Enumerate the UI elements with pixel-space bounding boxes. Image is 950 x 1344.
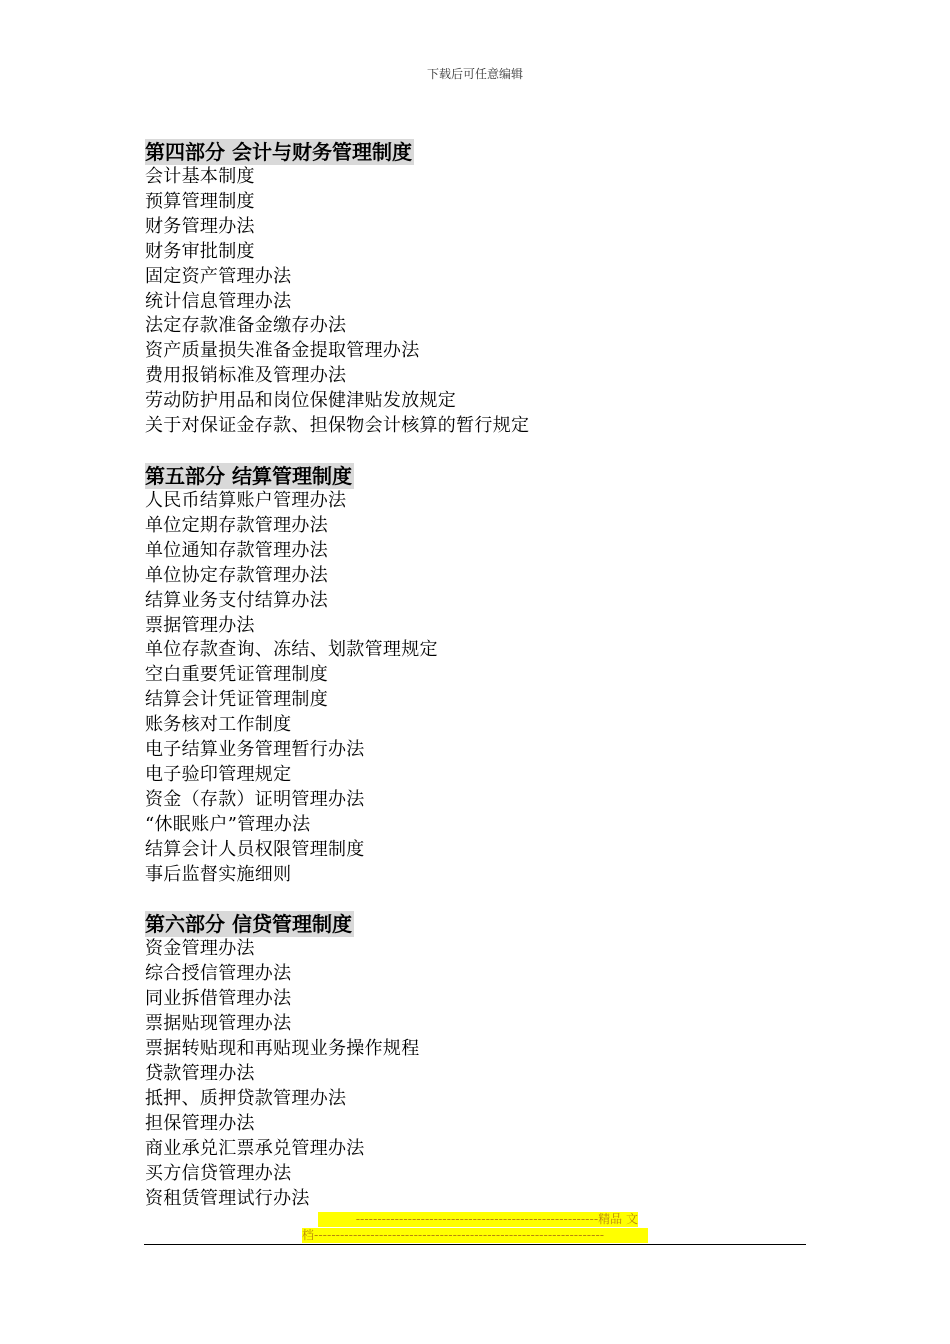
document-body — [145, 139, 845, 1235]
page-header-note: 下载后可任意编辑 — [426, 67, 523, 81]
footer-watermark-line-1: --------------------------------------------------------精品 文 — [318, 1212, 638, 1227]
section-heading: 第四部分 会计与财务管理制度 — [145, 140, 412, 164]
list-item: 固定资产管理办法 — [145, 265, 292, 287]
list-item: 电子结算业务管理暂行办法 — [145, 739, 365, 761]
list-item: 单位协定存款管理办法 — [145, 564, 328, 586]
list-item: 财务管理办法 — [145, 215, 255, 237]
section-accounting-finance — [145, 139, 845, 439]
list-item: 费用报销标准及管理办法 — [145, 365, 347, 387]
list-item: 买方信贷管理办法 — [145, 1162, 292, 1184]
list-item: 法定存款准备金缴存办法 — [145, 315, 347, 337]
footer-divider — [144, 1244, 806, 1245]
list-item: 票据管理办法 — [145, 614, 255, 636]
list-item: 人民币结算账户管理办法 — [145, 489, 347, 511]
list-item: 账务核对工作制度 — [145, 714, 292, 736]
list-item: “休眠账户”管理办法 — [145, 813, 311, 835]
list-item: 贷款管理办法 — [145, 1063, 255, 1084]
section-item-list — [145, 937, 845, 1211]
list-item: 同业拆借管理办法 — [145, 988, 292, 1010]
footer-watermark-line-2: 档------------------------------------------------------------------- — [302, 1228, 648, 1243]
list-item: 担保管理办法 — [145, 1112, 255, 1134]
list-item: 空白重要凭证管理制度 — [145, 664, 328, 686]
list-item: 单位存款查询、冻结、划款管理规定 — [145, 639, 438, 661]
list-item: 商业承兑汇票承兑管理办法 — [145, 1137, 365, 1159]
list-item: 资金管理办法 — [145, 938, 255, 960]
list-item: 统计信息管理办法 — [145, 290, 292, 312]
list-item: 抵押、质押贷款管理办法 — [145, 1087, 347, 1109]
list-item: 单位定期存款管理办法 — [145, 514, 328, 536]
list-item: 综合授信管理办法 — [145, 963, 292, 985]
list-item: 资金（存款）证明管理办法 — [145, 788, 365, 810]
list-item: 资产质量损失准备金提取管理办法 — [145, 340, 420, 362]
list-item: 事后监督实施细则 — [145, 863, 292, 885]
list-item: 预算管理制度 — [145, 190, 255, 212]
list-item: 电子验印管理规定 — [145, 763, 292, 785]
list-item: 财务审批制度 — [145, 240, 255, 262]
section-item-list — [145, 165, 845, 439]
section-heading: 第五部分 结算管理制度 — [145, 463, 352, 488]
list-item: 结算会计凭证管理制度 — [145, 689, 328, 711]
list-item: 结算会计人员权限管理制度 — [145, 838, 365, 860]
section-credit — [145, 911, 845, 1211]
list-item: 单位通知存款管理办法 — [145, 539, 328, 561]
section-settlement — [145, 463, 845, 888]
list-item: 资租赁管理试行办法 — [145, 1187, 310, 1209]
list-item: 结算业务支付结算办法 — [145, 589, 328, 611]
list-item: 劳动防护用品和岗位保健津贴发放规定 — [145, 390, 457, 412]
list-item: 会计基本制度 — [145, 166, 255, 187]
list-item: 关于对保证金存款、担保物会计核算的暂行规定 — [145, 415, 530, 437]
list-item: 票据转贴现和再贴现业务操作规程 — [145, 1038, 420, 1060]
section-item-list — [145, 489, 845, 888]
section-heading: 第六部分 信贷管理制度 — [145, 912, 352, 937]
list-item: 票据贴现管理办法 — [145, 1013, 292, 1035]
